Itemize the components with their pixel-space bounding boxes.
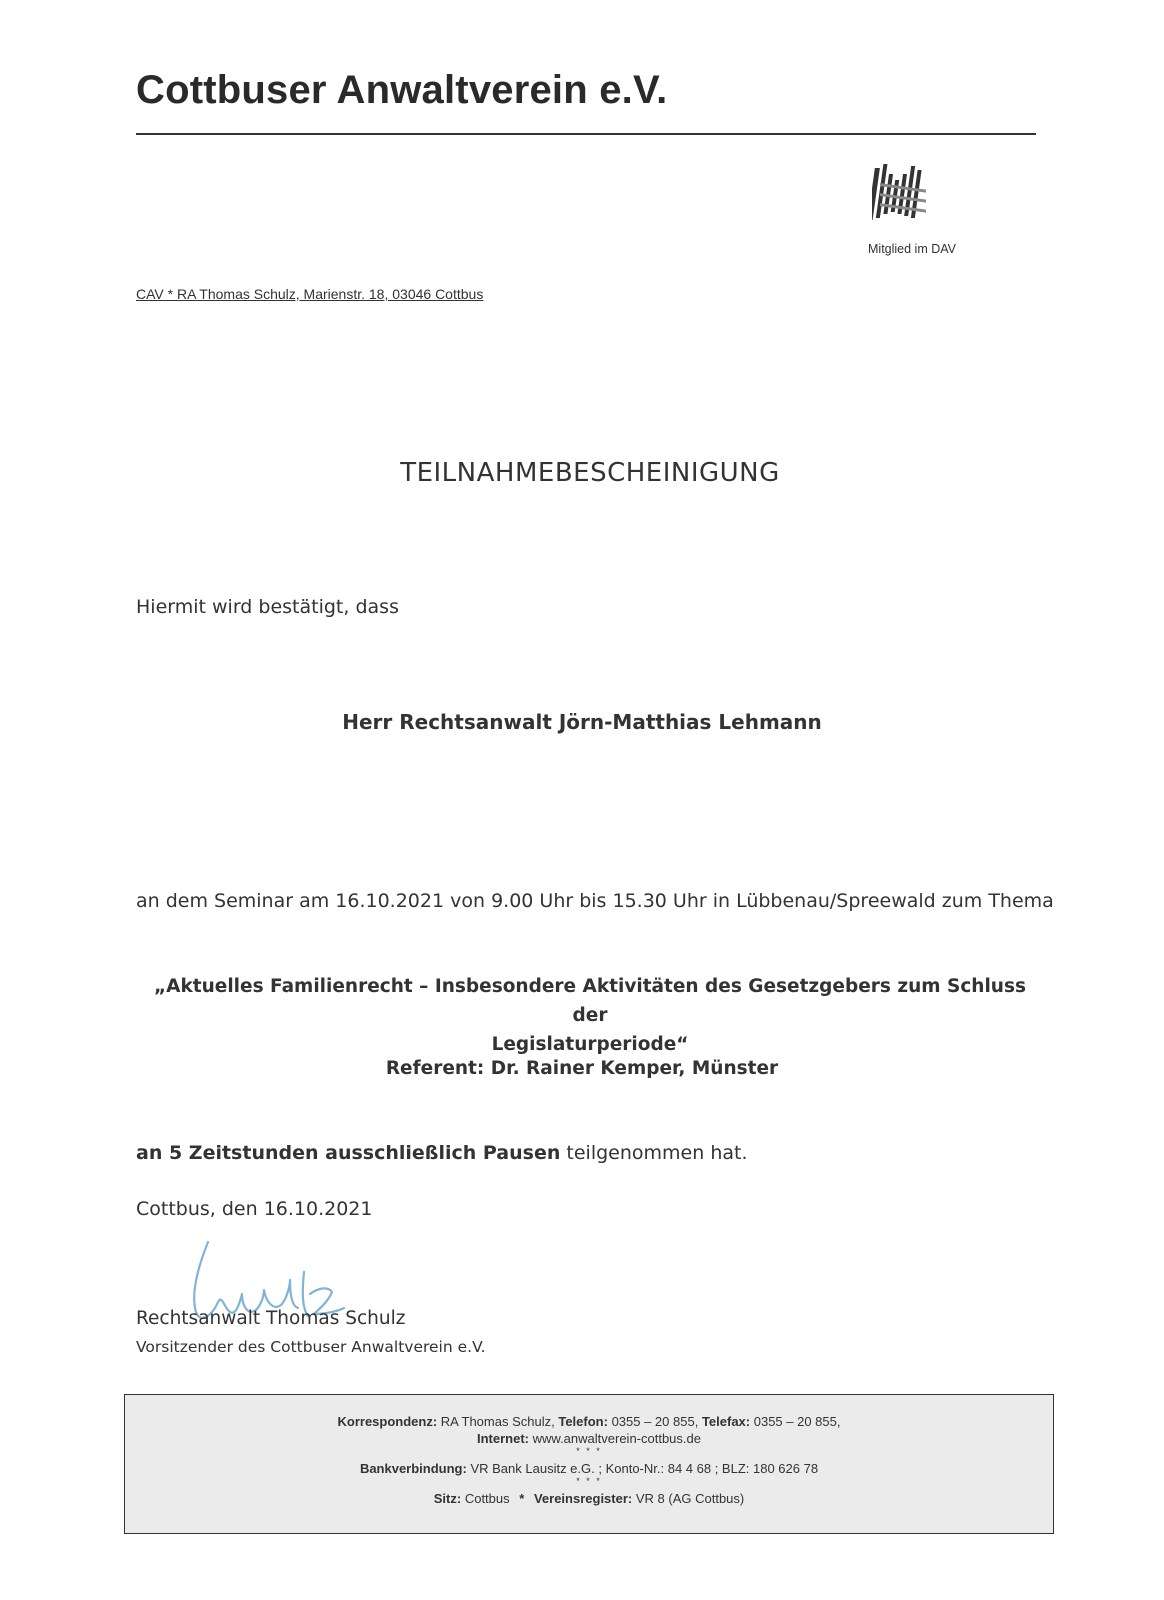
intro-text: Hiermit wird bestätigt, dass bbox=[136, 596, 399, 618]
register-value: VR 8 (AG Cottbus) bbox=[635, 1491, 745, 1506]
signer-role: Vorsitzender des Cottbuser Anwaltverein e.V. bbox=[136, 1338, 486, 1356]
footer-line-internet bbox=[125, 1430, 1053, 1447]
internet-label: Internet: bbox=[477, 1431, 529, 1446]
document-title: TEILNAHMEBESCHEINIGUNG bbox=[400, 458, 780, 488]
signer-name: Rechtsanwalt Thomas Schulz bbox=[136, 1308, 406, 1329]
register-label: Vereinsregister: bbox=[533, 1491, 633, 1506]
footer-separator-2: * * * bbox=[576, 1476, 602, 1486]
footer-line-bank bbox=[125, 1460, 1053, 1477]
internet-value: www.anwaltverein-cottbus.de bbox=[532, 1431, 701, 1446]
footer-line-correspondence bbox=[125, 1413, 1053, 1430]
sitz-label: Sitz: bbox=[433, 1491, 462, 1506]
dav-member-caption: Mitglied im DAV bbox=[868, 242, 956, 256]
footer-separator-1: * * * bbox=[576, 1446, 602, 1456]
speaker-line: Referent: Dr. Rainer Kemper, Münster bbox=[385, 1058, 779, 1079]
telefax-label: Telefax: bbox=[701, 1414, 751, 1429]
telefon-label: Telefon: bbox=[558, 1414, 608, 1429]
sender-address-line: CAV * RA Thomas Schulz, Marienstr. 18, 03046 Cottbus bbox=[136, 286, 484, 302]
topic-line-1: „Aktuelles Familienrecht – Insbesondere Aktivitäten des Gesetzgebers zum Schluss der bbox=[154, 976, 1026, 1026]
dav-logo-icon bbox=[872, 160, 942, 232]
footer-star: * bbox=[519, 1491, 525, 1506]
seminar-topic bbox=[150, 972, 1030, 1059]
korrespondenz-value: RA Thomas Schulz, bbox=[440, 1414, 555, 1429]
bank-value: VR Bank Lausitz e.G. ; Konto-Nr.: 84 4 68 ; BLZ: 180 626 78 bbox=[470, 1461, 819, 1476]
recipient-name: Herr Rechtsanwalt Jörn-Matthias Lehmann bbox=[342, 710, 822, 734]
footer-line-register bbox=[125, 1490, 1053, 1507]
bank-label: Bankverbindung: bbox=[359, 1461, 467, 1476]
telefon-value: 0355 – 20 855, bbox=[611, 1414, 699, 1429]
hours-line bbox=[136, 1142, 748, 1164]
sitz-value: Cottbus bbox=[464, 1491, 510, 1506]
hours-bold: an 5 Zeitstunden ausschließlich Pausen bbox=[136, 1142, 561, 1164]
topic-line-2: Legislaturperiode“ bbox=[491, 1034, 689, 1055]
organization-title: Cottbuser Anwaltverein e.V. bbox=[136, 68, 668, 112]
place-date: Cottbus, den 16.10.2021 bbox=[136, 1198, 373, 1220]
hours-rest: teilgenommen hat. bbox=[566, 1142, 748, 1164]
header-divider bbox=[136, 133, 1036, 135]
seminar-details: an dem Seminar am 16.10.2021 von 9.00 Uhr bis 15.30 Uhr in Lübbenau/Spreewald zum Thema bbox=[136, 890, 1054, 912]
telefax-value: 0355 – 20 855, bbox=[753, 1414, 841, 1429]
footer-contact-box bbox=[124, 1394, 1054, 1534]
korrespondenz-label: Korrespondenz: bbox=[337, 1414, 438, 1429]
